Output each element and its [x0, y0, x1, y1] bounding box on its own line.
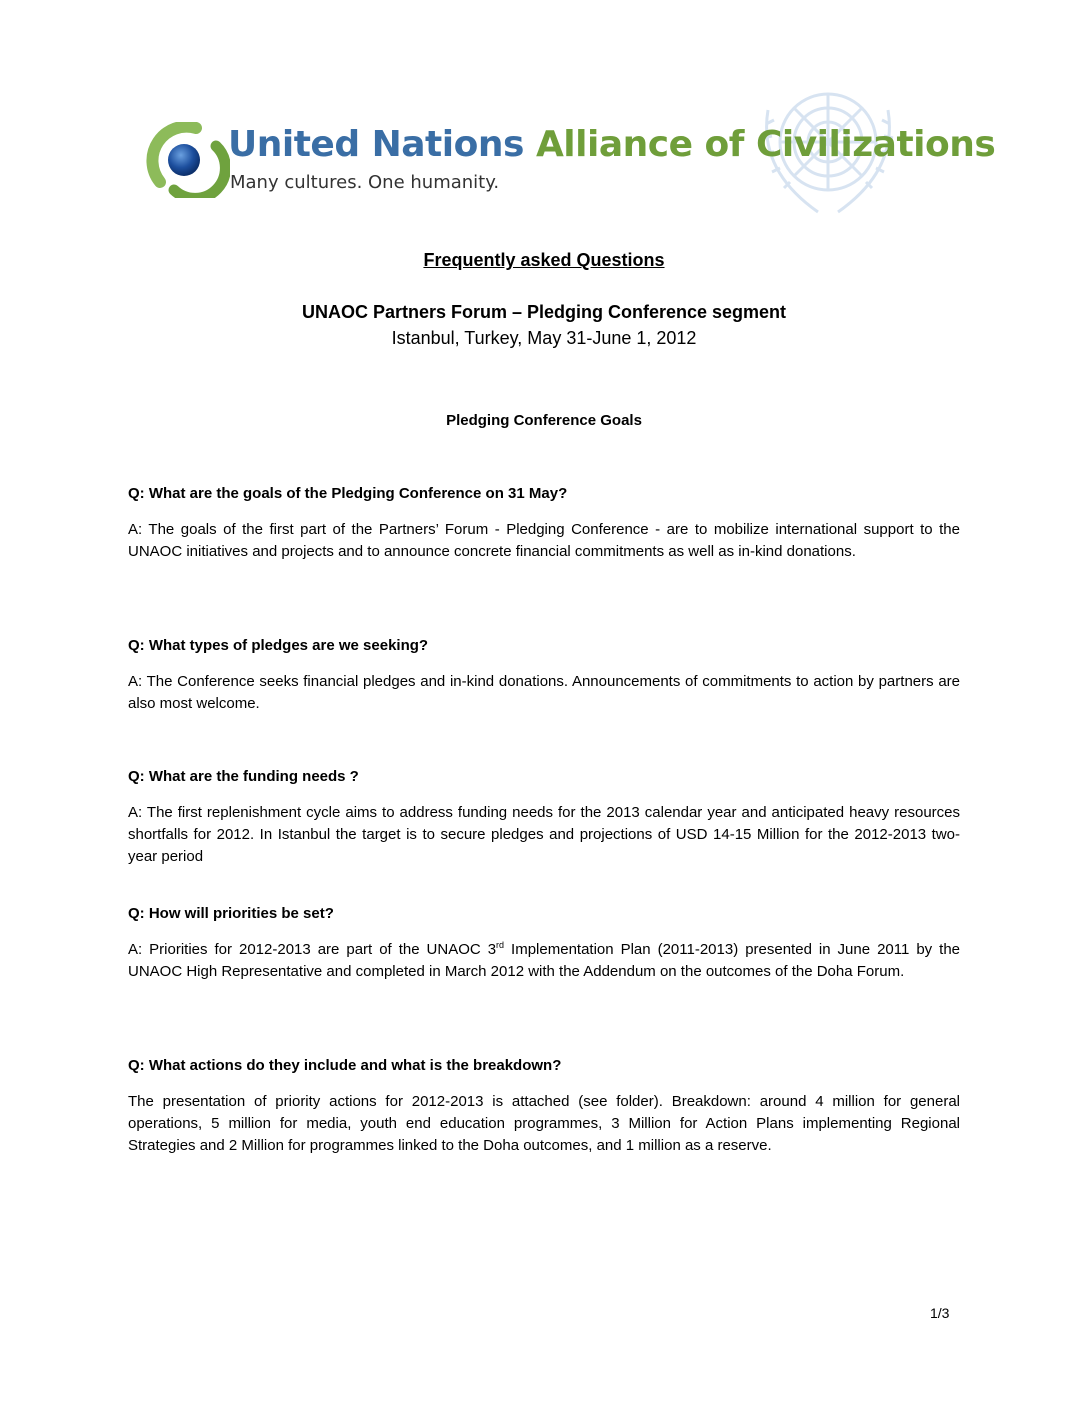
question: Q: How will priorities be set? [128, 905, 334, 922]
answer: A: The goals of the first part of the Partners’ Forum - Pledging Conference - are to mobilize international support to the UNAOC initiatives and projects and to announce concrete financial commitments as well as in-kind donations. [128, 521, 960, 560]
answer-superscript: rd [496, 940, 505, 950]
answer [128, 939, 960, 983]
answer: A: The first replenishment cycle aims to address funding needs for the 2013 calendar year and anticipated heavy resources shortfalls for 2012. In Istanbul the target is to secure pledges and projections of USD 14-15 Million for the 2012-2013 two-year period [128, 804, 960, 865]
qa-item [128, 766, 960, 868]
forum-title: UNAOC Partners Forum – Pledging Conference segment [301, 302, 787, 322]
qa-item [128, 1055, 960, 1157]
page-number: 1/3 [930, 1305, 950, 1321]
question: Q: What types of pledges are we seeking? [128, 637, 429, 654]
qa-item [128, 483, 960, 563]
qa-item [128, 903, 960, 983]
question: Q: What are the funding needs ? [128, 768, 359, 785]
forum-subtitle: Istanbul, Turkey, May 31-June 1, 2012 [391, 328, 697, 348]
section-title: Pledging Conference Goals [446, 412, 642, 429]
unaoc-logo [138, 80, 996, 220]
logo-title [228, 124, 995, 165]
question: Q: What actions do they include and what is the breakdown? [128, 1057, 562, 1074]
question: Q: What are the goals of the Pledging Conference on 31 May? [128, 485, 568, 502]
qa-item [128, 635, 960, 715]
unaoc-globe-icon [138, 122, 230, 198]
answer: The presentation of priority actions for 2012-2013 is attached (see folder). Breakdown: around 4 million for general operations, 5 million for media, youth end education programmes, 3 Million for Action Plans implementing Regional Strategies and 2 Million for programmes linked to the Doha outcomes, and 1 million as a reserve. [128, 1093, 960, 1154]
answer-part: Implementation Plan (2011-2013) presented in June 2011 by the UNAOC High Representative and completed in March 2012 with the Addendum on the outcomes of the Doha Forum. [128, 941, 960, 980]
answer: A: The Conference seeks financial pledges and in-kind donations. Announcements of commitments to action by partners are also most welcome. [128, 673, 960, 712]
logo-tagline: Many cultures. One humanity. [230, 172, 500, 193]
logo-title-aoc: Alliance of Civilizations [535, 124, 996, 165]
faq-title: Frequently asked Questions [423, 250, 665, 270]
logo-title-un: United Nations [228, 124, 524, 165]
answer-part: A: Priorities for 2012-2013 are part of the UNAOC 3 [128, 941, 497, 958]
